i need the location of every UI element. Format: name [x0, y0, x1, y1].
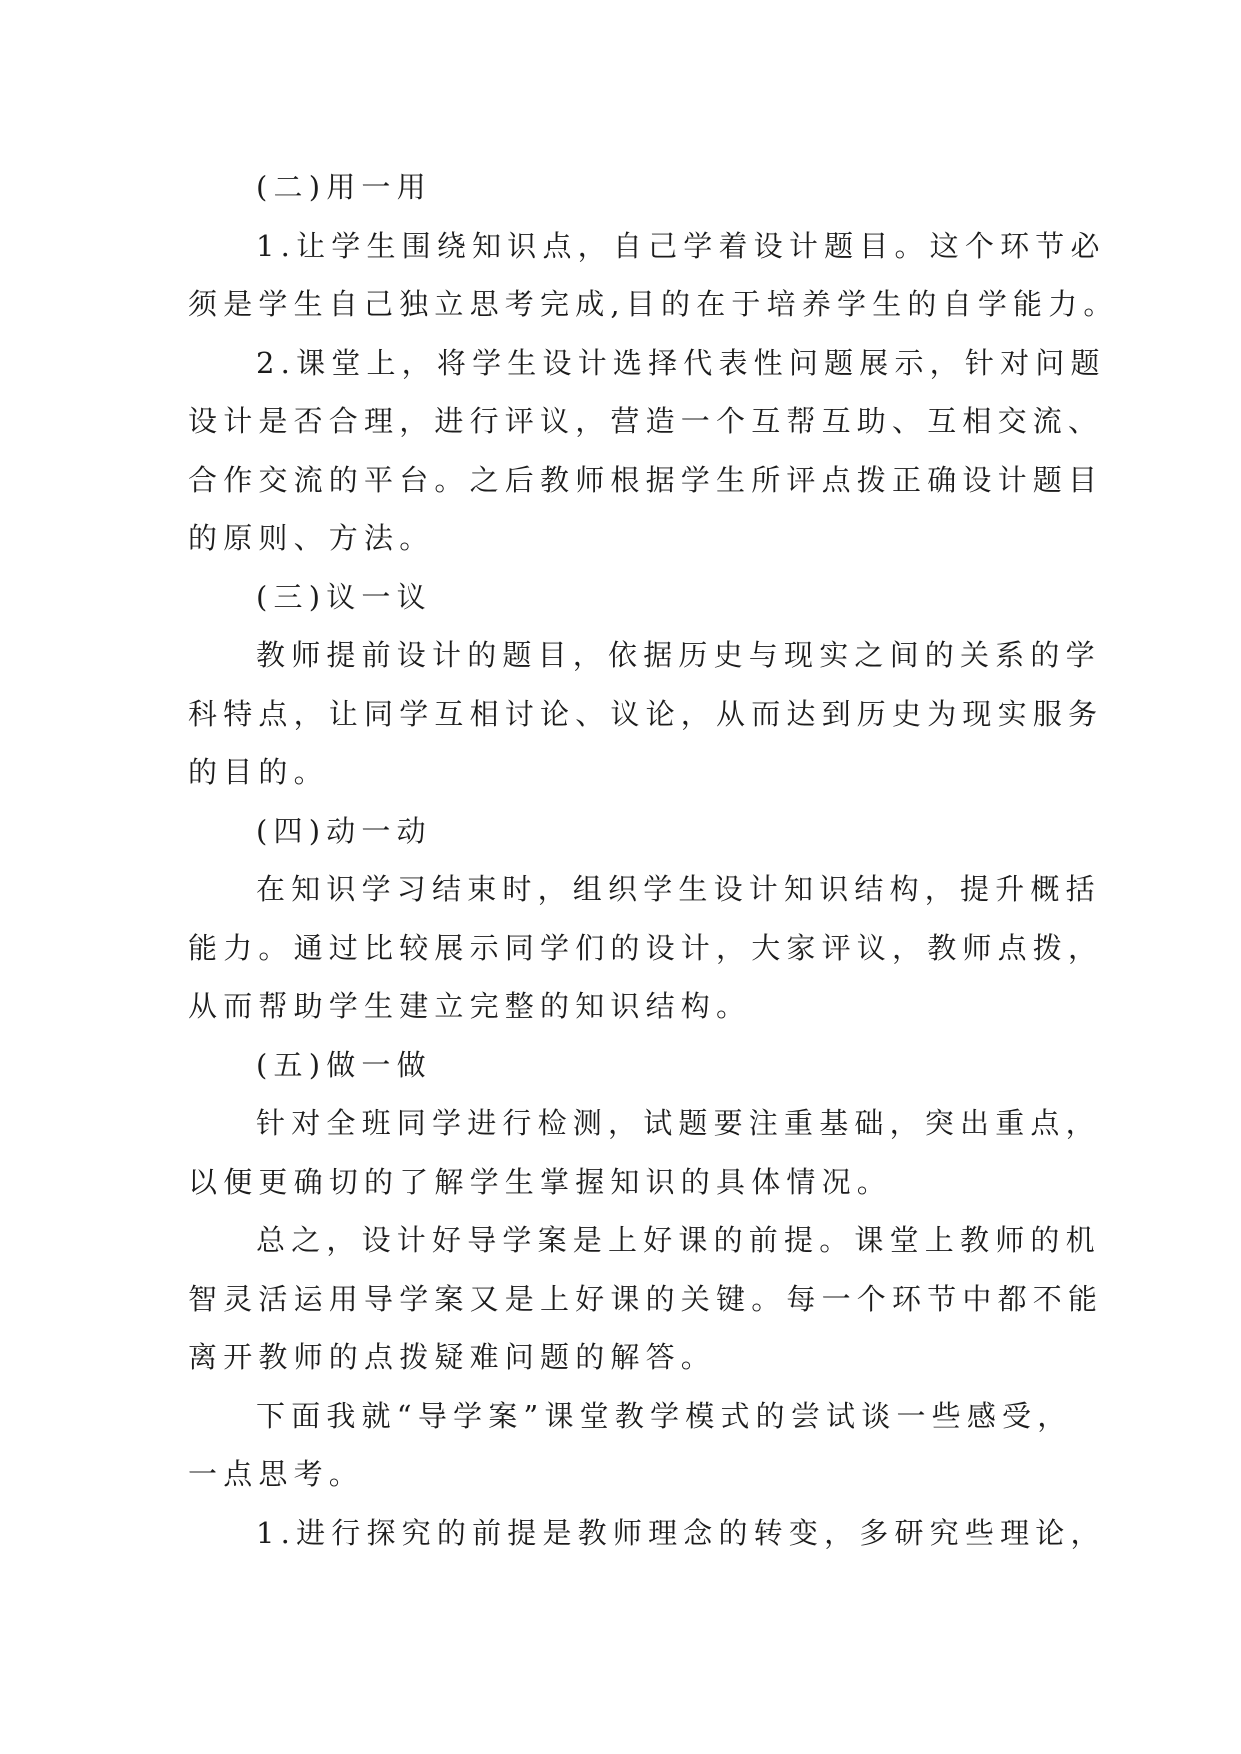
- heading-use: (二)用一用: [256, 170, 432, 204]
- paragraph-line: 总之，设计好导学案是上好课的前提。课堂上教师的机: [256, 1223, 1101, 1257]
- paragraph-line: 的原则、方法。: [188, 521, 435, 555]
- paragraph-line: 的目的。: [188, 755, 329, 789]
- paragraph-line: 在知识学习结束时，组织学生设计知识结构，提升概括: [256, 872, 1101, 906]
- paragraph-line: 智灵活运用导学案又是上好课的关键。每一个环节中都不能: [188, 1281, 1104, 1316]
- paragraph-line: 设计是否合理，进行评议，营造一个互帮互助、互相交流、: [188, 404, 1104, 438]
- paragraph-line: 2.课堂上，将学生设计选择代表性问题展示，针对问题: [256, 345, 1106, 380]
- paragraph-line: 科特点，让同学互相讨论、议论，从而达到历史为现实服务: [188, 696, 1104, 731]
- paragraph-line: 须是学生自己独立思考完成,目的在于培养学生的自学能力。: [188, 287, 1119, 321]
- paragraph-line: 1.让学生围绕知识点，自己学着设计题目。这个环节必: [256, 228, 1106, 263]
- paragraph-line: 以便更确切的了解学生掌握知识的具体情况。: [188, 1164, 893, 1199]
- paragraph-line: 教师提前设计的题目，依据历史与现实之间的关系的学: [256, 638, 1101, 672]
- heading-discuss: (三)议一议: [256, 579, 432, 614]
- paragraph-line: 一点思考。: [188, 1457, 365, 1491]
- paragraph-line: 离开教师的点拨疑难问题的解答。: [188, 1340, 717, 1374]
- document-body: [188, 158, 1119, 1562]
- paragraph-line: 针对全班同学进行检测，试题要注重基础，突出重点，: [256, 1106, 1101, 1140]
- paragraph-line: 1.进行探究的前提是教师理念的转变，多研究些理论，: [256, 1515, 1106, 1550]
- heading-do: (五)做一做: [256, 1047, 432, 1082]
- heading-move: (四)动一动: [256, 813, 432, 848]
- paragraph-line: 从而帮助学生建立完整的知识结构。: [188, 989, 752, 1023]
- paragraph-line: 能力。通过比较展示同学们的设计，大家评议，教师点拨，: [188, 930, 1104, 965]
- paragraph-line: 下面我就“导学案”课堂教学模式的尝试谈一些感受，: [256, 1398, 1073, 1433]
- paragraph-line: 合作交流的平台。之后教师根据学生所评点拨正确设计题目: [188, 462, 1104, 497]
